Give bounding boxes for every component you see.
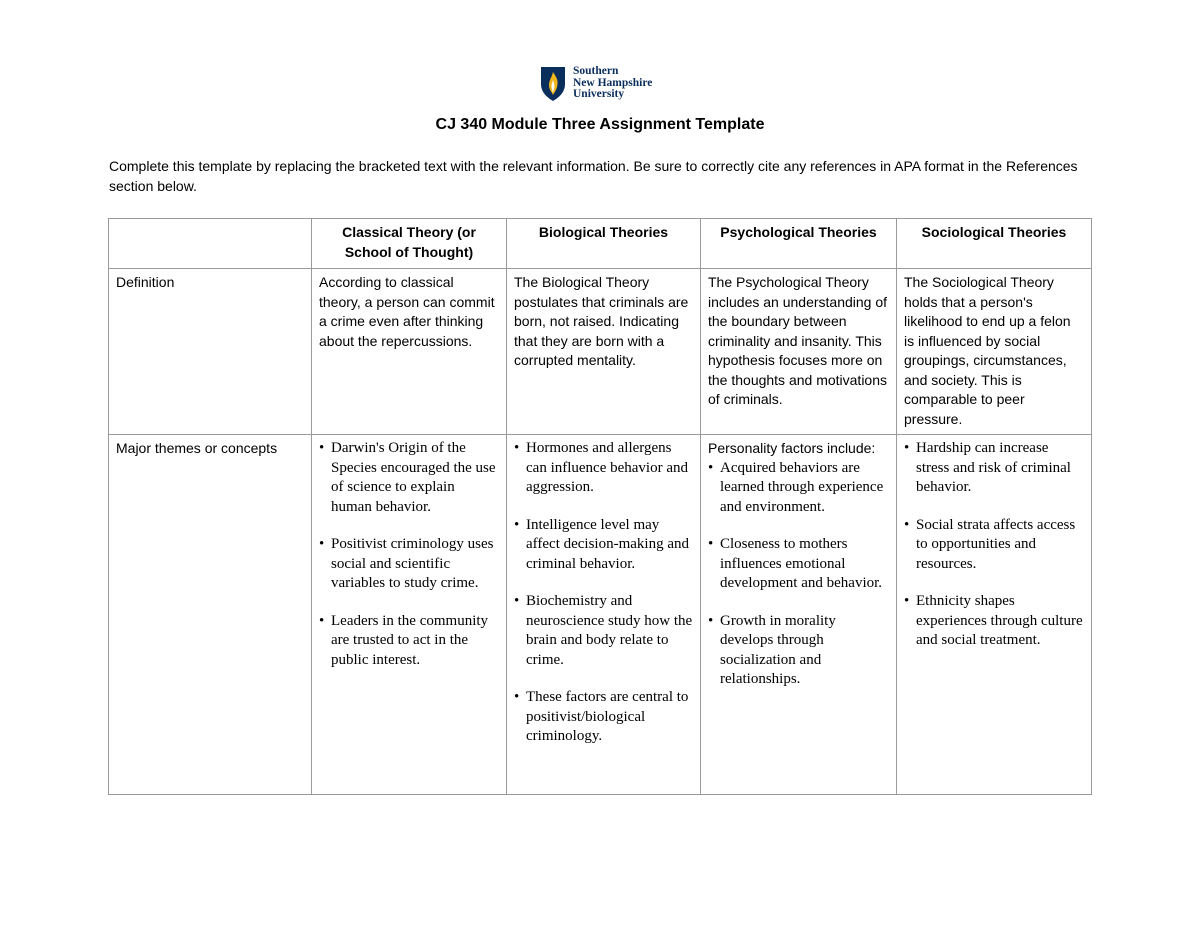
list-item: • Growth in morality develops through socialization and relationships. xyxy=(708,612,889,690)
sociological-bullet-list xyxy=(904,439,1084,651)
logo-line-2: New Hampshire xyxy=(573,76,653,89)
psychological-intro: Personality factors include: xyxy=(708,440,876,456)
list-item: • Acquired behaviors are learned through experience and environment. xyxy=(708,459,889,518)
definition-psychological: The Psychological Theory includes an understanding of the boundary between criminality and insanity. This hypothesis focuses more on the thoughts and motivations of criminals. xyxy=(701,269,897,435)
list-item: • Closeness to mothers influences emotional development and behavior. xyxy=(708,535,889,594)
shield-flame-icon xyxy=(539,66,567,102)
definition-biological: The Biological Theory postulates that criminals are born, not raised. Indicating that they are born with a corrupted mentality. xyxy=(507,269,701,435)
logo-line-1: Southern xyxy=(573,65,619,77)
list-item: • Darwin's Origin of the Species encouraged the use of science to explain human behavior. xyxy=(319,439,499,517)
classical-bullet-list xyxy=(319,439,499,670)
list-item: • Hormones and allergens can influence behavior and aggression. xyxy=(514,439,693,498)
list-item: • Leaders in the community are trusted to act in the public interest. xyxy=(319,612,499,671)
themes-row xyxy=(109,435,1092,795)
document-title: CJ 340 Module Three Assignment Template xyxy=(435,116,765,133)
header-classical: Classical Theory (or School of Thought) xyxy=(312,219,507,269)
definition-row xyxy=(109,269,1092,435)
list-item: • Social strata affects access to opportunities and resources. xyxy=(904,516,1084,575)
university-logo xyxy=(539,66,669,104)
definition-label: Definition xyxy=(109,269,312,435)
themes-label: Major themes or concepts xyxy=(109,435,312,795)
definition-sociological: The Sociological Theory holds that a person's likelihood to end up a felon is influenced by social groupings, circumstances, and society. This is comparable to peer pressure. xyxy=(897,269,1092,435)
list-item: • Intelligence level may affect decision-making and criminal behavior. xyxy=(514,516,693,575)
biological-bullet-list xyxy=(514,439,693,747)
themes-classical xyxy=(312,435,507,795)
list-item: • Positivist criminology uses social and scientific variables to study crime. xyxy=(319,535,499,594)
list-item: • These factors are central to positivist/biological criminology. xyxy=(514,688,693,747)
instructions-paragraph: Complete this template by replacing the bracketed text with the relevant information. Be sure to correctly cite any references in APA format in the References section below. xyxy=(109,158,1078,194)
psychological-bullet-list xyxy=(708,459,889,690)
header-psychological: Psychological Theories xyxy=(701,219,897,269)
theories-table xyxy=(108,218,1092,795)
themes-psychological xyxy=(701,435,897,795)
themes-sociological xyxy=(897,435,1092,795)
list-item: • Hardship can increase stress and risk of criminal behavior. xyxy=(904,439,1084,498)
definition-classical: According to classical theory, a person can commit a crime even after thinking about the repercussions. xyxy=(312,269,507,435)
logo-wordmark xyxy=(573,66,652,101)
themes-biological xyxy=(507,435,701,795)
list-item: • Ethnicity shapes experiences through culture and social treatment. xyxy=(904,592,1084,651)
logo-line-3: University xyxy=(573,88,625,100)
header-sociological: Sociological Theories xyxy=(897,219,1092,269)
header-empty-cell xyxy=(109,219,312,269)
list-item: • Biochemistry and neuroscience study how the brain and body relate to crime. xyxy=(514,592,693,670)
table-header-row xyxy=(109,219,1092,269)
header-biological: Biological Theories xyxy=(507,219,701,269)
